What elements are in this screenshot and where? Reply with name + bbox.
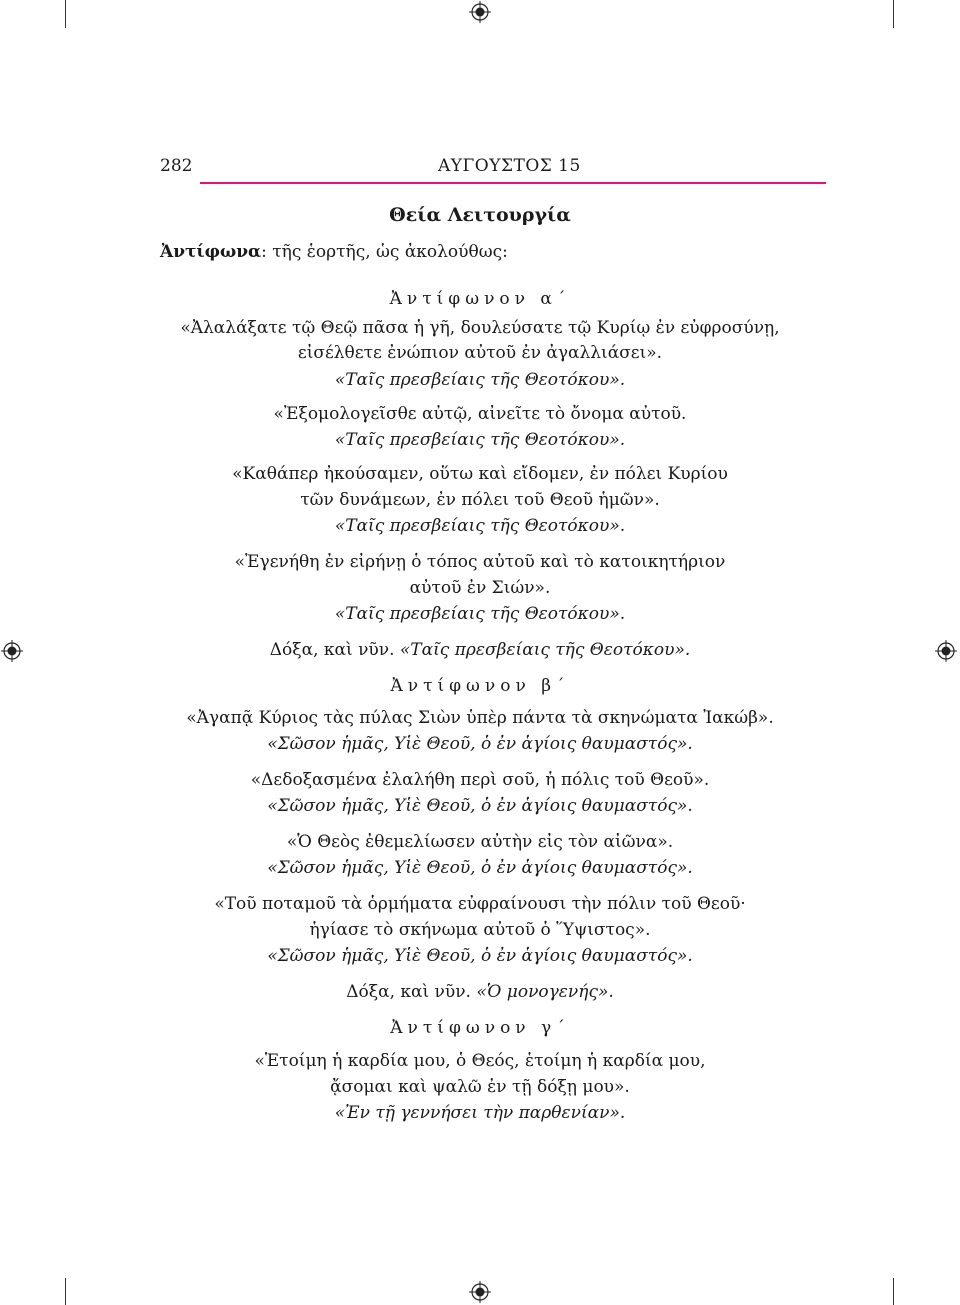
refrain-line: «Σῶσον ἡμᾶς, Υἱὲ Θεοῦ, ὁ ἐν ἁγίοις θαυμαστός». — [267, 946, 693, 966]
verse-line: «Δεδοξασμένα ἐλαλήθη περὶ σοῦ, ἡ πόλις τοῦ Θεοῦ». — [250, 770, 710, 790]
crop-mark — [893, 0, 894, 28]
refrain-line: «Ταῖς πρεσβείαις τῆς Θεοτόκου». — [334, 370, 626, 390]
verse-line: εἰσέλθετε ἐνώπιον αὐτοῦ ἐν ἀγαλλιάσει». — [297, 343, 663, 363]
verse-line: «Ἑτοίμη ἡ καρδία μου, ὁ Θεός, ἑτοίμη ἡ καρδία μου, — [254, 1051, 706, 1071]
section-title: Θεία Λειτουργία — [389, 204, 571, 226]
refrain-line: «Σῶσον ἡμᾶς, Υἱὲ Θεοῦ, ὁ ἐν ἁγίοις θαυμαστός». — [267, 858, 693, 878]
doxa-line — [0, 982, 960, 1002]
intro-label: Ἀντίφωνα — [160, 242, 262, 262]
verse-line: «Καθάπερ ἠκούσαμεν, οὕτω καὶ εἴδομεν, ἐν πόλει Κυρίου — [232, 464, 728, 484]
refrain-line: «Ταῖς πρεσβείαις τῆς Θεοτόκου». — [334, 516, 626, 536]
refrain-line: «Σῶσον ἡμᾶς, Υἱὲ Θεοῦ, ὁ ἐν ἁγίοις θαυμαστός». — [267, 796, 693, 816]
running-title: ΑΥΓΟΥΣΤΟΣ 15 — [438, 156, 581, 176]
verse-line: «Ἐξομολογεῖσθε αὐτῷ, αἰνεῖτε τὸ ὄνομα αὐτοῦ. — [273, 404, 687, 424]
doxa-refrain: «Ὁ μονογενής». — [476, 982, 614, 1002]
verse-line: «Τοῦ ποταμοῦ τὰ ὁρμήματα εὐφραίνουσι τὴν πόλιν τοῦ Θεοῦ· — [214, 894, 746, 914]
verse-line: «Ὁ Θεὸς ἐθεμελίωσεν αὐτὴν εἰς τὸν αἰῶνα». — [286, 832, 674, 852]
refrain-line: «Ἐν τῇ γεννήσει τὴν παρθενίαν». — [334, 1103, 626, 1123]
doxa-refrain: «Ταῖς πρεσβείαις τῆς Θεοτόκου». — [399, 640, 691, 660]
refrain-line: «Ταῖς πρεσβείαις τῆς Θεοτόκου». — [334, 430, 626, 450]
intro-text: : τῆς ἑορτῆς, ὡς ἀκολούθως: — [261, 242, 508, 262]
crop-mark — [65, 0, 66, 28]
doxa-line — [0, 640, 960, 660]
antiphon-heading: Ἀντίφωνον α΄ — [389, 289, 571, 309]
verse-line: «Ἀλαλάξατε τῷ Θεῷ πᾶσα ἡ γῆ, δουλεύσατε τῷ Κυρίῳ ἐν εὐφροσύνῃ, — [180, 318, 780, 338]
intro-line — [160, 242, 508, 262]
header-rule — [200, 182, 826, 184]
verse-line: «Ἀγαπᾷ Κύριος τὰς πύλας Σιὼν ὑπὲρ πάντα τὰ σκηνώματα Ἰακώβ». — [186, 708, 774, 728]
verse-line: αὐτοῦ ἐν Σιών». — [409, 578, 551, 598]
antiphon-heading: Ἀντίφωνον γ΄ — [390, 1018, 570, 1038]
registration-mark-icon — [469, 1281, 491, 1303]
antiphon-heading: Ἀντίφωνον β΄ — [390, 676, 570, 696]
refrain-line: «Ταῖς πρεσβείαις τῆς Θεοτόκου». — [334, 604, 626, 624]
verse-line: ᾄσομαι καὶ ψαλῶ ἐν τῇ δόξῃ μου». — [330, 1077, 630, 1097]
crop-mark — [65, 1278, 66, 1305]
verse-line: ἡγίασε τὸ σκήνωμα αὐτοῦ ὁ Ὕψιστος». — [309, 920, 651, 940]
crop-mark — [893, 1278, 894, 1305]
verse-line: τῶν δυνάμεων, ἐν πόλει τοῦ Θεοῦ ἡμῶν». — [300, 490, 660, 510]
doxa-text: Δόξα, καὶ νῦν. — [346, 982, 471, 1002]
registration-mark-icon — [469, 1, 491, 23]
doxa-text: Δόξα, καὶ νῦν. — [269, 640, 395, 660]
refrain-line: «Σῶσον ἡμᾶς, Υἱὲ Θεοῦ, ὁ ἐν ἁγίοις θαυμαστός». — [267, 734, 693, 754]
verse-line: «Ἐγενήθη ἐν εἰρήνῃ ὁ τόπος αὐτοῦ καὶ τὸ κατοικητήριον — [234, 552, 726, 572]
page-number: 282 — [160, 156, 193, 176]
